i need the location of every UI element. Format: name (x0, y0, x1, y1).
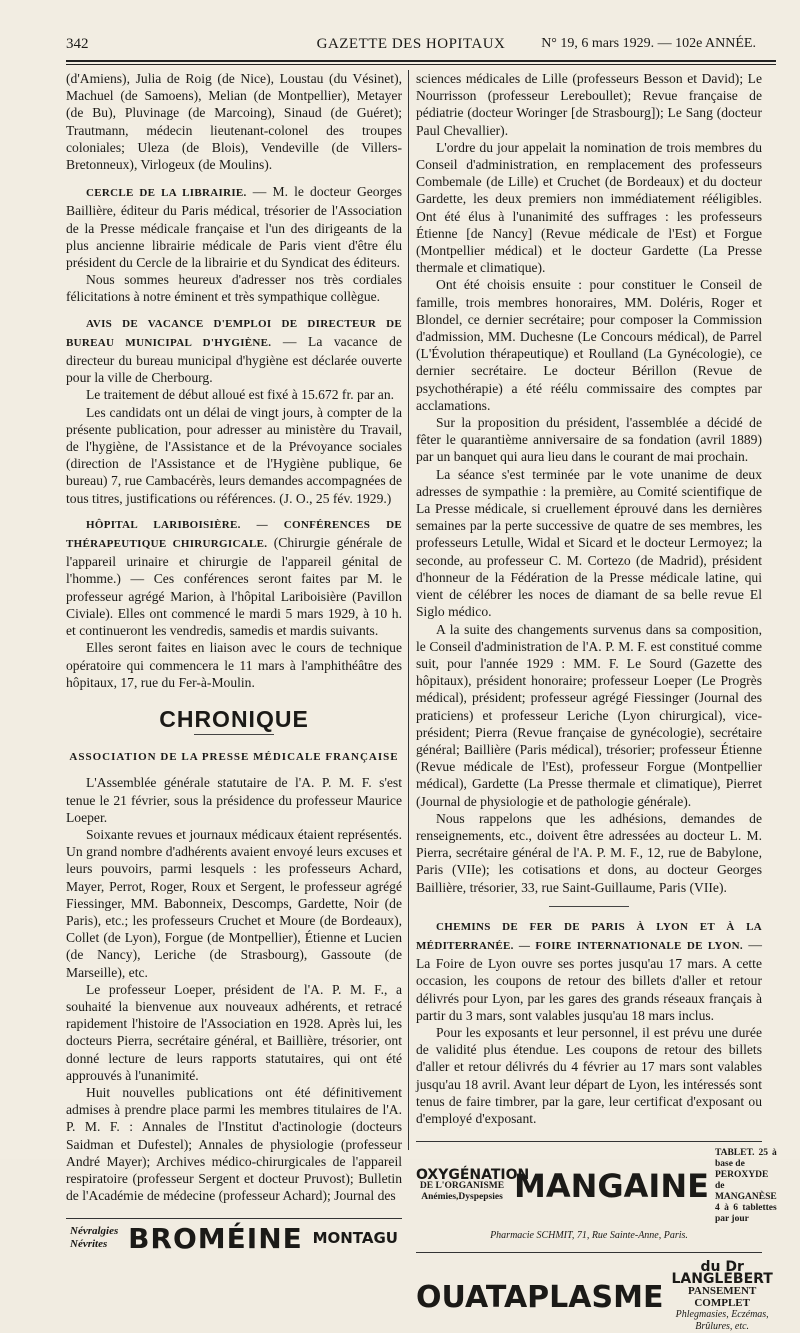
ad-ouataplasme-line: Phlegmasies, Eczémas, Brûlures, etc. (675, 1309, 769, 1333)
left-column (66, 70, 403, 1255)
chronique-paragraph: A la suite des changements survenus dans sa composition, le Conseil d'administration de l'A. P. M. F. est constitué comme suit, pour l'année 1929 : MM. F. Le Sourd (Gazette des hôpitaux), président honoraire; professeur Loeper (Le Progrès médical), président; professeur agrégé Fiessinger (Journal des praticiens) et professeur Leriche (Lyon chirurgical), vice-président; Pierra (Revue française de gynécologie), secrétaire général; Baillière (Paris médical), trésorier; professeur Étienne (Revue médicale de l'Est), professeur Forgue (Montpellier médical), Gardette (La Presse thermale et climatique), Pierret (Journal de physiologie et de pathologie générale). (416, 621, 762, 809)
journal-title: GAZETTE DES HOPITAUX (316, 36, 506, 52)
chronique-paragraph: sciences médicales de Lille (professeurs Besson et David); Le Nourrisson (professeur Lereboullet); Revue française de pédiatrie (docteur Woringer [de Strasbourg]); Le Sang (docteur Paul Chevallier). (416, 71, 762, 138)
news-text: Nous sommes heureux d'adresser nos très cordiales félicitations à notre éminent et très sympathique collègue. (66, 272, 402, 305)
issue-info: N° 19, 6 mars 1929. — 102e ANNÉE. (541, 36, 756, 51)
chronique-paragraph: Huit nouvelles publications ont été définitivement admises à prendre place parmi les membres titulaires de l'A. P. M. F. : Annales de l'Institut d'actinologie (docteurs Saidman et Dufestel); Annales de physiologie (professeur André Mayer); Archives médico-chirurgicales de l'appareil respiratoire (professeur Sergent et docteur Pruvost); Bulletin de l'Académie de médecine (professeur Achard); Journal des (66, 1084, 402, 1204)
ornament-rule (549, 906, 629, 907)
news-text: Les candidats ont un délai de vingt jours, à compter de la présente publication, pour adresser au ministère du Travail, de l'hygiène, de l'Assistance et de la Prévoyance sociales (direction de l'Assistance et de l'Hygiène publique, 6e bureau) 7, rue Cambacérès, leurs demandes accompagnées de tous titres, justifications ou références. (J. O., 25 fév. 1929.) (66, 404, 402, 506)
ad-mangaine-line: 4 à 6 tablettes par jour (714, 1203, 777, 1225)
ad-ouataplasme-brand: OUATAPLASME (416, 1279, 664, 1315)
news-text: — La Foire de Lyon ouvre ses portes jusqu'au 17 mars. A cette occasion, les coupons de retour des billets d'aller et retour délivrés pour Lyon, par les gares des grands réseaux français à partir du 3 mars, sont valables jusqu'au 18 mars inclus. (416, 936, 762, 1023)
news-cercle (66, 183, 402, 271)
ad-ouataplasme-maker: du Dr LANGLEBERT (671, 1259, 773, 1288)
section-title: CHRONIQUE (159, 705, 309, 732)
page-number: 342 (66, 36, 89, 52)
chronique-paragraph: L'ordre du jour appelait la nomination de trois membres du Conseil d'administration, en remplacement des professeurs Combemale (de Lille) et Cruchet (de Bordeaux) et du docteur Gardette, les deux premiers non immédiatement rééligibles. Ont été élus à l'unanimité des suffrages : les professeurs Étienne [de Nancy] (Revue médicale de l'Est) et Forgue (Montpellier médical) et le docteur Gardette (La Presse thermale et climatique). (416, 139, 762, 276)
news-heading: CHEMINS DE FER DE PARIS À LYON ET À LA MÉDITERRANÉE. — FOIRE INTERNATIONALE DE LYON. (416, 920, 762, 952)
ad-mangaine-line: OXYGÉNATION (416, 1167, 530, 1184)
news-text: Le traitement de début alloué est fixé à 15.672 fr. par an. (86, 387, 395, 403)
ad-mangaine-brand: MANGAINE (514, 1167, 709, 1206)
chronique-paragraph: Soixante revues et journaux médicaux étaient représentés. Un grand nombre d'adhérents avaient envoyé leurs excuses et leurs pouvoirs, parmi lesquels : les professeurs Achard, Mayer, Perrot, Roger, Roux et Sergent, le professeur agrégé Fiessinger, MM. Babonneix, Descomps, Gardette, Noir (de Paris), etc.; les professeurs Cruchet et Moure (de Bordeaux), Collet (de Lyon), Forgue (de Montpellier), Étienne et Lucien (de Nancy), Leriche (de Strasbourg), Gassoute (de Marseille), etc. (66, 826, 402, 980)
ad-mangaine-pharmacy: Pharmacie SCHMIT, 71, Rue Sainte-Anne, Paris. (490, 1230, 688, 1242)
news-chemins (416, 917, 762, 1024)
chronique-paragraph: L'Assemblée générale statutaire de l'A. P. M. F. s'est tenue le 21 février, sous la présidence du professeur Maurice Loeper. (66, 775, 402, 825)
ad-mangaine-line: DE L'ORGANISME (419, 1181, 505, 1192)
news-text: — M. le docteur Georges Baillière, éditeur du Paris médical, trésorier de l'Association de la Presse médicale française et l'un des dirigeants de la plus ancienne librairie médicale de Paris vient d'être élu président du Cercle de la librairie et du Syndicat des éditeurs. (66, 184, 402, 271)
ad-ouataplasme-right (671, 1261, 772, 1333)
news-text: Elles seront faites en liaison avec le cours de technique opératoire qui commencera le 11 mars à l'amphithéâtre des hôpitaux, 17, rue du Fer-à-Moulin. (66, 640, 402, 690)
column-divider (408, 70, 409, 1150)
news-text: — La vacance de directeur du bureau municipal d'hygiène est déclarée ouverte pour la ville de Cherbourg. (66, 333, 403, 386)
news-heading: HÔPITAL LARIBOISIÈRE. — CONFÉRENCES DE THÉRAPEUTIQUE CHIRURGICALE. (66, 518, 402, 551)
ad-rule (66, 1218, 402, 1219)
news-avis (66, 314, 402, 387)
ad-mangaine-line: PEROXYDE de MANGANÈSE (714, 1170, 777, 1203)
chronique-paragraph: Ont été choisis ensuite : pour constituer le Conseil de famille, trois membres honoraires, MM. Doléris, Roger et Blondel, ce dernier secrétaire; pour composer la Commission d'admission, MM. Duchesne (Le Concours médical), de Parrel (L'Évolution thérapeutique) et Roulland (La Gynécologie), ce dernier secrétaire. Le docteur Bérillon (Revue de psychothérapie) a été réélu commissaire des comptes par acclamations. (416, 277, 762, 413)
chronique-paragraph: Nous rappelons que les adhésions, demandes de renseignements, etc., doivent être adressées au docteur L. M. Pierra, secrétaire général de l'A. P. M. F., 12, rue de Babylone, Paris (VIIe); les cotisations et dons, au docteur Georges Baillière, trésorier, 33, rue Saint-Guillaume, Paris (VIIe). (416, 810, 762, 895)
chronique-paragraph: Le professeur Loeper, président de l'A. P. M. F., a souhaité la bienvenue aux nouveaux adhérents, et retracé rapidement l'histoire de l'Association en 1928. Après lui, les docteurs Pierra, secrétaire général, et Baillière, trésorier, ont donné lecture de leurs rapports statutaires, qui ont été approuvés à l'unanimité. (66, 981, 402, 1083)
title-underline (194, 734, 274, 735)
ad-ouataplasme-line: PANSEMENT COMPLET (688, 1285, 757, 1310)
ad-bromeine-maker: MONTAGU (312, 1228, 398, 1247)
ad-rule (416, 1141, 762, 1142)
ad-mangaine-line: TABLET. 25 à base de (714, 1148, 777, 1170)
header-rule (66, 60, 776, 65)
right-column (416, 70, 777, 1333)
ad-bromeine-indications: Névralgies Névrites (70, 1225, 119, 1251)
news-heading: AVIS DE VACANCE D'EMPLOI DE DIRECTEUR DE BUREAU MUNICIPAL D'HYGIÈNE. (66, 317, 402, 349)
ad-ouataplasme (416, 1252, 773, 1333)
chronique-paragraph: Sur la proposition du président, l'assemblée a décidé de fêter le quarantième anniversaire de sa fondation (avril 1889) par un banquet qui aura lieu dans le courant de mai prochain. (416, 415, 762, 465)
ad-mangaine-line: Anémies,Dyspepsies (421, 1192, 503, 1203)
news-heading: CERCLE DE LA LIBRAIRIE. (86, 187, 247, 200)
paragraph-intro: (d'Amiens), Julia de Roig (de Nice), Loustau (du Vésinet), Machuel (de Samoens), Melian (de Montpellier), Metayer (de Bu), Pluvinage (de Marcoing), Sinaud (de Guéret); Trautmann, médecin lieutenant-colonel des troupes coloniales; Uleza (de Blois), Vendeville (de Villers-Bretonneux), Virlogeux (de Moulins). (66, 71, 402, 173)
section-subtitle: ASSOCIATION DE LA PRESSE MÉDICALE FRANÇAISE (69, 751, 399, 764)
ad-mangaine-right (715, 1148, 777, 1225)
ad-bromeine-brand: BROMÉINE (128, 1221, 303, 1255)
news-text: Pour les exposants et leur personnel, il est prévu une durée de validité plus étendue. Les coupons de retour des billets d'aller et retour délivrés du 4 février au 17 mars sont valables jusqu'au 18 avril. Avant leur départ de Lyon, les intéressés sont tenus de faire timbrer, par la gare, leur certificat d'exposant ou d'employé d'exposant. (416, 1024, 762, 1126)
news-hopital (66, 515, 402, 639)
ad-mangaine-left (416, 1167, 530, 1203)
ad-bromeine (66, 1221, 402, 1255)
news-text: (Chirurgie générale de l'appareil urinaire et chirurgie de l'appareil génital de l'homme.) — Ces conférences seront faites par M. le professeur agrégé Marion, à l'hôpital Lariboisière (Pavillon Civiale). Elles ont commencé le mardi 5 mars 1929, à 10 h. et continueront les vendredis, samedis et mardis suivants. (66, 535, 402, 639)
page-header (66, 36, 756, 62)
chronique-paragraph: La séance s'est terminée par le vote unanime de deux adresses de sympathie : la première, au Comité scientifique de La Presse médicale, si cruellement éprouvé dans les dernières semaines par la perte successive de quatre de ses membres, les professeurs Letulle, Widal et Sicard et le docteur Lermoyez; la seconde, au professeur C. M. Cortezo (de Madrid), président d'honneur de la Fédération de la Presse médicale latine, qui vient de célébrer les noces de diamant de sa belle revue El Siglo médico. (416, 466, 762, 620)
ad-mangaine (416, 1148, 777, 1225)
